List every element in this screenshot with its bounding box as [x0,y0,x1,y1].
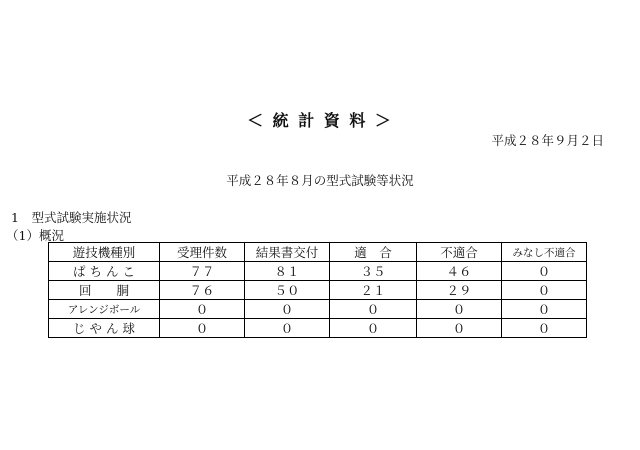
cell-deemed-nonconforming: ０ [502,300,587,319]
cell-conforming: ０ [330,319,417,338]
cell-nonconforming: ０ [417,319,502,338]
cell-conforming: ２１ [330,281,417,300]
header-conforming: 適 合 [330,243,417,262]
cell-results-issued: ８１ [245,262,330,281]
cell-conforming: ０ [330,300,417,319]
cell-accepted: ７６ [160,281,245,300]
row-label: ぱ ち ん こ [49,262,160,281]
row-label: アレンジボール [49,300,160,319]
cell-nonconforming: ４６ [417,262,502,281]
table-row [49,319,587,338]
subsection-heading: （1）概況 [6,228,64,243]
table-row [49,262,587,281]
table-row [49,281,587,300]
cell-nonconforming: ０ [417,300,502,319]
cell-results-issued: ５０ [245,281,330,300]
table-header-row [49,243,587,262]
header-results-issued: 結果書交付 [245,243,330,262]
row-label: じ や ん 球 [49,319,160,338]
cell-results-issued: ０ [245,300,330,319]
cell-accepted: ７７ [160,262,245,281]
cell-results-issued: ０ [245,319,330,338]
table-row [49,300,587,319]
document-title: ＜ 統 計 資 料 ＞ [247,111,393,130]
row-label: 回 胴 [49,281,160,300]
cell-accepted: ０ [160,319,245,338]
cell-conforming: ３５ [330,262,417,281]
document-date: 平成２８年９月２日 [491,133,604,148]
stats-table [48,242,587,338]
document-subtitle: 平成２８年８月の型式試験等状況 [226,173,414,188]
cell-deemed-nonconforming: ０ [502,319,587,338]
cell-deemed-nonconforming: ０ [502,262,587,281]
cell-accepted: ０ [160,300,245,319]
section-heading: 1 型式試験実施状況 [11,210,132,225]
header-nonconforming: 不適合 [417,243,502,262]
header-accepted: 受理件数 [160,243,245,262]
header-deemed-nonconforming: みなし不適合 [502,243,587,262]
cell-deemed-nonconforming: ０ [502,281,587,300]
cell-nonconforming: ２９ [417,281,502,300]
header-machine-type: 遊技機種別 [49,243,160,262]
